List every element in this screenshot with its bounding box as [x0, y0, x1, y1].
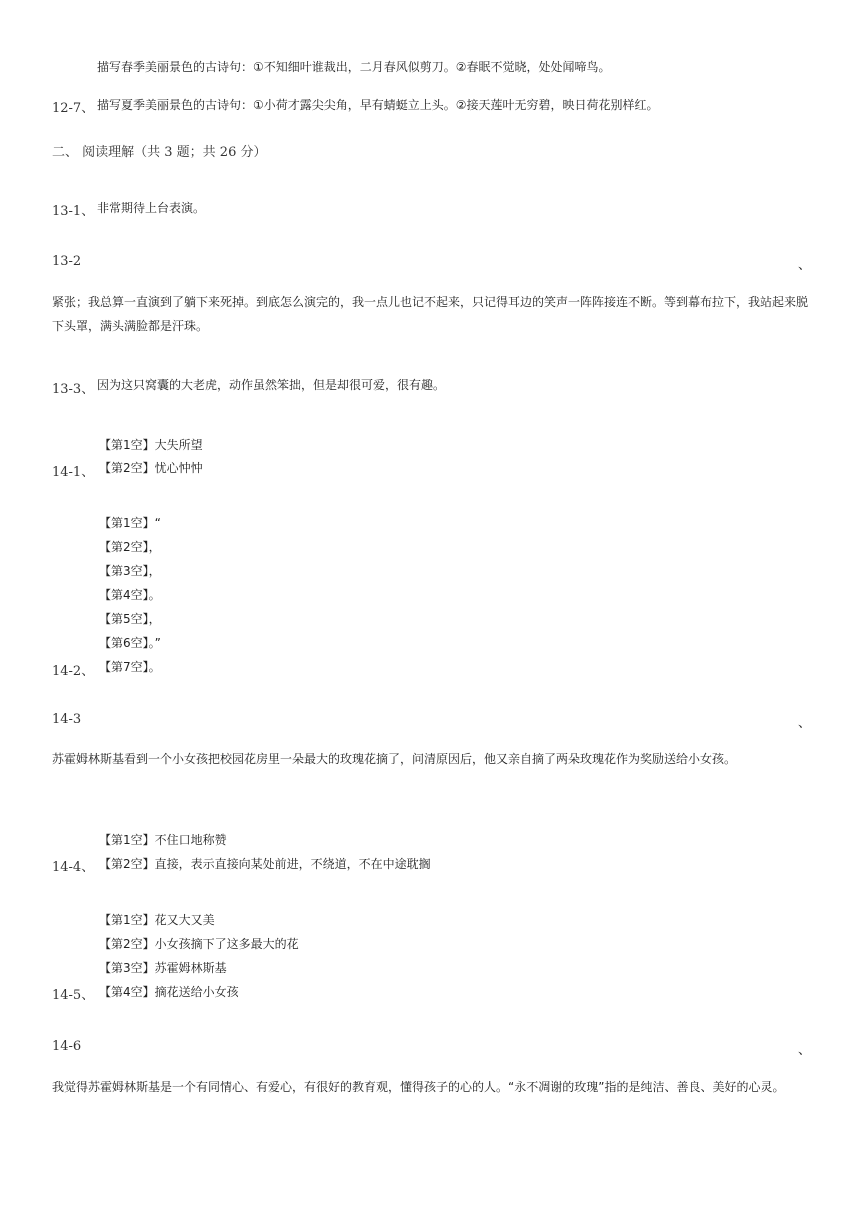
- answer-14-4-blank-1: 【第1空】不住口地称赞: [99, 833, 227, 847]
- answer-14-5-blank-3: 【第3空】苏霍姆林斯基: [99, 961, 227, 975]
- answer-14-6-text: 我觉得苏霍姆林斯基是一个有同情心、有爱心，有很好的教育观，懂得孩子的心的人。“永不凋谢的玫瑰”指的是纯洁、善良、美好的心灵。: [52, 1080, 785, 1094]
- answer-12-6-text: 描写春季美丽景色的古诗句：①不知细叶谁裁出，二月春风似剪刀。②春眠不觉晓，处处闻啼鸟。: [97, 60, 611, 74]
- question-14-6-mark: 、: [798, 1043, 812, 1058]
- question-14-3-mark: 、: [798, 716, 812, 731]
- question-number-13-2: 13-2: [52, 254, 82, 269]
- question-number-14-6: 14-6: [52, 1039, 82, 1054]
- question-number-14-4: 14-4、: [52, 860, 95, 875]
- answer-12-7-text: 描写夏季美丽景色的古诗句：①小荷才露尖尖角，早有蜻蜓立上头。②接天莲叶无穷碧，映日荷花别样红。: [97, 98, 659, 112]
- answer-14-2-blank-2: 【第2空】，: [99, 540, 161, 554]
- answer-14-2-blank-7: 【第7空】。: [99, 660, 161, 674]
- answer-14-5-blank-1: 【第1空】花又大又美: [99, 913, 215, 927]
- question-number-14-1: 14-1、: [52, 465, 95, 480]
- answer-13-1-text: 非常期待上台表演。: [97, 201, 206, 215]
- section-title: 二、 阅读理解（共 3 题；共 26 分）: [52, 145, 267, 160]
- answer-14-5-blank-4: 【第4空】摘花送给小女孩: [99, 985, 239, 999]
- answer-14-1-blank-2: 【第2空】忧心忡忡: [99, 461, 203, 475]
- answer-14-2-blank-3: 【第3空】，: [99, 564, 161, 578]
- question-number-13-3: 13-3、: [52, 382, 95, 397]
- answer-13-3-text: 因为这只窝囊的大老虎，动作虽然笨拙，但是却很可爱，很有趣。: [97, 378, 446, 392]
- question-number-13-1: 13-1、: [52, 204, 95, 219]
- answer-14-3-text: 苏霍姆林斯基看到一个小女孩把校园花房里一朵最大的玫瑰花摘了，问清原因后，他又亲自摘了两朵玫瑰花作为奖励送给小女孩。: [52, 752, 737, 766]
- answer-14-5-blank-2: 【第2空】小女孩摘下了这多最大的花: [99, 937, 299, 951]
- question-number-14-2: 14-2、: [52, 664, 95, 679]
- question-13-2-mark: 、: [798, 258, 812, 273]
- question-number-14-5: 14-5、: [52, 988, 95, 1003]
- answer-14-2-blank-5: 【第5空】，: [99, 612, 161, 626]
- question-number-12-7: 12-7、: [52, 101, 95, 116]
- answer-13-2-text: 紧张；我总算一直演到了躺下来死掉。到底怎么演完的，我一点儿也记不起来，只记得耳边的笑声一阵阵接连不断。等到幕布拉下，我站起来脱下头罩，满头满脸都是汗珠。: [52, 295, 809, 333]
- question-number-14-3: 14-3: [52, 712, 82, 727]
- answer-14-2-blank-6: 【第6空】。”: [99, 636, 161, 650]
- answer-14-4-blank-2: 【第2空】直接，表示直接向某处前进，不绕道，不在中途耽搁: [99, 857, 431, 871]
- answer-14-2-blank-1: 【第1空】“: [99, 516, 161, 530]
- answer-14-2-blank-4: 【第4空】。: [99, 588, 161, 602]
- answer-14-1-blank-1: 【第1空】大失所望: [99, 438, 203, 452]
